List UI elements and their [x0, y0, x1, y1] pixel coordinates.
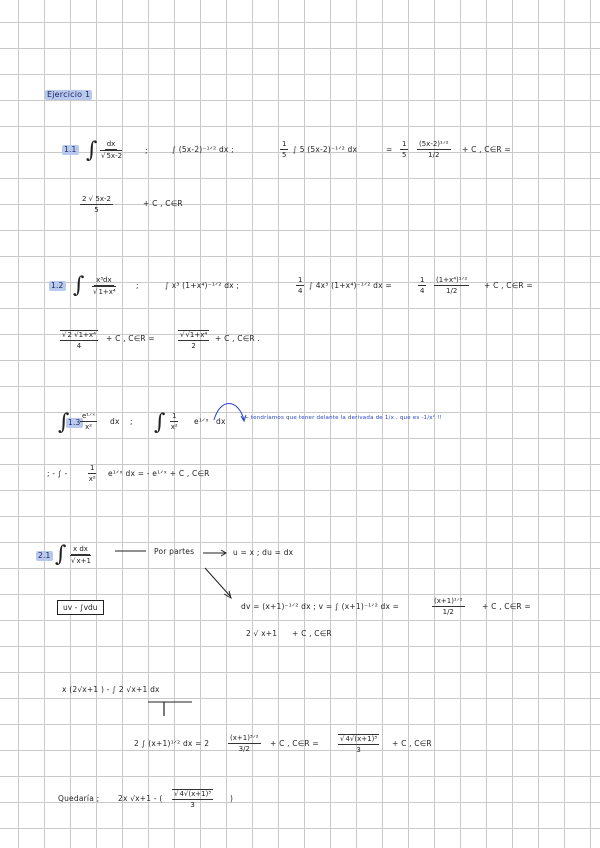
ex4-sub-fraction-2: √ $\frac{\text{4√(x+1)³}}{3}$: [338, 734, 379, 754]
ex2-integral-sign: ∫: [73, 273, 85, 298]
down-arrow-line: [205, 568, 230, 596]
ex3-line2-tail: e¹ᐟˣ dx = - e¹ᐟˣ + C , C∈R: [108, 469, 210, 478]
arrow-head-2: [221, 550, 226, 556]
ex1-tag: 1.1: [64, 145, 77, 154]
ex3-step-exp: e¹ᐟˣ: [194, 417, 209, 426]
ex4-uv: u = x ; du = dx: [233, 548, 294, 557]
ex1-final-tail: + C , C∈R: [143, 199, 183, 208]
ex4-tag: 2.1: [38, 551, 51, 560]
ex4-sub-line-lead: 2 ∫ (x+1)¹ᐟ² dx = 2: [134, 739, 210, 748]
ex1-integral-fraction: [100, 140, 122, 160]
ex4-integral-fraction: x dx √ x+1: [70, 545, 91, 565]
ex1-step2: ∫ 5 (5x-2)⁻¹ᐟ² dx: [293, 145, 358, 154]
ex2-step2: ∫ 4x³ (1+x⁴)⁻¹ᐟ² dx =: [309, 281, 392, 290]
ex2-final2-fraction: √ $\frac{\text{√1+x⁴}}{2}$: [178, 330, 209, 350]
ex1-integral-den: √ 5x-2: [100, 150, 122, 160]
ex2-res-tail: + C , C∈R =: [484, 281, 533, 290]
ex2-final1-tail: + C , C∈R =: [106, 334, 155, 343]
ex1-step1: ∫ (5x-2)⁻¹ᐟ² dx ;: [172, 145, 234, 154]
ex1-integral-num: dx: [106, 140, 116, 148]
ex4-formula-box: uv - ∫vdu: [57, 600, 104, 615]
ex1-res-coef: $\frac{1}{5}$: [402, 140, 407, 159]
ex3-integral-sign: ∫: [58, 410, 70, 435]
ex3-line2-fraction: $\frac{1}{\text{x²}}$: [88, 464, 96, 483]
ex4-answer-label: Quedaría ;: [58, 794, 100, 803]
ex1-integral-sign: ∫: [86, 138, 98, 163]
page-title: Ejercicio 1: [47, 90, 91, 99]
ex2-integral-fraction: x³dx √ 1+x⁴: [92, 276, 116, 296]
ex3-line2-lead: ; - ∫ -: [47, 469, 68, 478]
ex1-sep: ;: [145, 146, 148, 155]
ex1-eq: =: [386, 145, 393, 154]
ex2-res-coef: $\frac{1}{4}$: [420, 276, 425, 295]
ex3-integral-fraction: e¹ᐟˣ x²: [82, 412, 96, 431]
ex1-res-tail: + C , C∈R =: [462, 145, 511, 154]
ex4-answer-fraction: √ $\frac{\text{4√(x+1)³}}{3}$: [172, 789, 213, 809]
ex4-sub-fraction: (x+1)³ᐟ² 3/2: [230, 734, 259, 753]
ex2-final2-tail: + C , C∈R .: [215, 334, 261, 343]
ex4-por-partes: Por partes: [154, 547, 195, 556]
ex4-v-final: 2 √ x+1: [246, 629, 278, 638]
ex3-note: ← tendríamos que tener delante la derivada de 1/x , que es -1/x² !!: [244, 415, 442, 421]
ex1-final-fraction: $\frac{2 √ 5x-2}{5}$: [82, 195, 111, 214]
ex4-integral-sign: ∫: [55, 542, 67, 567]
ex4-v-tail: + C , C∈R: [292, 629, 332, 638]
ex4-answer-close: ): [230, 794, 234, 803]
ex1-step2-coef: $\frac{1}{5}$: [282, 140, 287, 159]
ex2-sep: ;: [136, 281, 139, 290]
ex2-step1: ∫ x³ (1+x⁴)⁻¹ᐟ² dx ;: [165, 281, 240, 290]
ex3-step-coef: $\frac{1}{\text{x²}}$: [170, 412, 178, 431]
ex2-tag: 1.2: [51, 281, 64, 290]
down-arrow-head: [224, 591, 231, 598]
ex2-step2-coef: $\frac{1}{4}$: [298, 276, 303, 295]
ex4-sub-tail2: + C , C∈R: [392, 739, 432, 748]
ex4-sub-tail1: + C , C∈R =: [270, 739, 319, 748]
ex1-res-fraction: (5x-2)¹ᐟ² 1/2: [419, 140, 449, 159]
ex4-dv-tail: + C , C∈R =: [482, 602, 531, 611]
ex4-answer-lead: 2x √x+1 - (: [118, 794, 163, 803]
ex3-dx: dx: [110, 417, 120, 426]
ex4-dv-res-fraction: (x+1)¹ᐟ² 1/2: [434, 597, 463, 616]
ex2-final1-fraction: √ $\frac{\text{2 √1+x⁴}}{4}$: [60, 330, 98, 350]
ex3-step-integral-sign: ∫: [154, 410, 166, 435]
ex4-dv-line: dv = (x+1)⁻¹ᐟ² dx ; v = ∫ (x+1)⁻¹ᐟ² dx =: [241, 602, 400, 611]
ex3-sep: ;: [130, 417, 133, 426]
ex2-res-fraction: (1+x⁴)¹ᐟ² 1/2: [436, 276, 468, 295]
ex3-tag: 1.3: [68, 418, 81, 427]
ex4-parts-line: x (2√x+1 ) - ∫ 2 √x+1 dx: [62, 685, 160, 694]
ex3-step-dx: dx: [216, 417, 226, 426]
